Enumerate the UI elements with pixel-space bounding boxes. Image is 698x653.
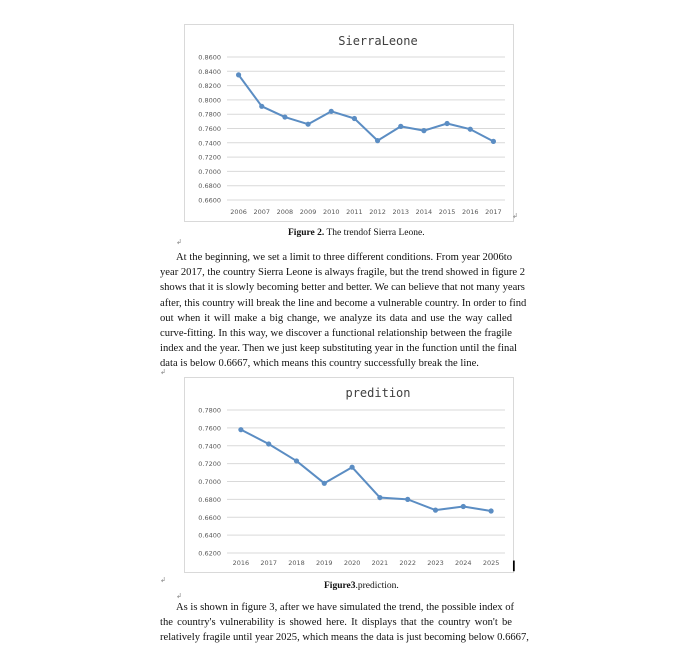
y-tick-label: 0.6600	[198, 513, 221, 522]
chart-title: SierraLeone	[338, 34, 418, 48]
x-tick-label: 2019	[316, 559, 333, 567]
paragraph-line: out when it will make a big change, we analyze its data and use the way called	[160, 312, 512, 324]
figure3-label: Figure3	[324, 581, 356, 591]
paragraph-mark: ↲	[176, 238, 182, 246]
x-tick-label: 2023	[427, 559, 444, 567]
data-point	[282, 114, 287, 119]
x-tick-label: 2016	[232, 559, 250, 567]
data-point	[377, 495, 382, 500]
y-tick-label: 0.7400	[198, 139, 221, 148]
y-tick-label: 0.7200	[198, 153, 221, 162]
data-point	[421, 128, 426, 133]
x-tick-label: 2016	[461, 208, 479, 216]
paragraph-mark: ↲	[160, 368, 166, 376]
data-point	[259, 104, 264, 109]
paragraph-line: At the beginning, we set a limit to three different conditions. From year 2006to	[176, 252, 512, 263]
y-tick-label: 0.7800	[198, 406, 221, 415]
paragraph-line: after, this country will break the line and become a vulnerable country. In order to find	[160, 297, 527, 309]
paragraph-line: As is shown in figure 3, after we have simulated the trend, the possible index of	[176, 602, 515, 613]
data-point	[236, 72, 241, 77]
data-point	[489, 508, 494, 513]
data-point	[352, 116, 357, 121]
figure3-text: .prediction.	[355, 581, 399, 591]
x-tick-label: 2017	[260, 559, 277, 567]
paragraph-mark: ↲	[512, 212, 518, 220]
data-point	[322, 481, 327, 486]
chart-title: predition	[345, 386, 411, 400]
chart-prediction-svg	[185, 378, 513, 572]
y-tick-label: 0.6800	[198, 182, 221, 191]
y-tick-label: 0.6800	[198, 495, 221, 504]
y-tick-label: 0.7000	[198, 478, 221, 486]
paragraph-line: curve-fitting. In this way, we discover a functional relationship between the fragile	[160, 328, 512, 340]
y-tick-label: 0.8200	[198, 82, 221, 91]
x-tick-label: 2011	[346, 208, 363, 216]
x-tick-label: 2013	[392, 208, 410, 216]
y-tick-label: 0.8600	[198, 53, 221, 62]
data-point	[329, 109, 334, 114]
y-tick-label: 0.8400	[198, 67, 221, 76]
paragraph-mark: ↲	[176, 592, 182, 600]
x-tick-label: 2018	[288, 559, 305, 567]
x-tick-label: 2021	[371, 559, 389, 567]
x-tick-label: 2015	[438, 208, 456, 216]
y-tick-label: 0.7200	[198, 460, 221, 469]
y-tick-label: 0.8000	[198, 96, 221, 105]
data-point	[461, 504, 466, 509]
series-line	[241, 430, 491, 511]
paragraph-2	[160, 600, 529, 646]
x-tick-label: 2022	[399, 559, 416, 567]
x-tick-label: 2006	[230, 208, 247, 216]
y-tick-label: 0.6200	[198, 549, 221, 558]
x-tick-label: 2017	[485, 208, 502, 216]
data-point	[405, 497, 410, 502]
figure2-caption	[288, 228, 425, 238]
figure3-caption	[324, 581, 399, 591]
x-tick-label: 2010	[322, 208, 340, 216]
series-line	[239, 75, 494, 141]
y-tick-label: 0.7400	[198, 442, 221, 451]
x-tick-label: 2014	[415, 208, 433, 216]
y-tick-label: 0.7600	[198, 424, 221, 433]
chart-sierra-leone	[184, 24, 514, 222]
y-tick-label: 0.6600	[198, 196, 221, 205]
paragraph-line: data is below 0.6667, which means this country successfully break the line.	[160, 358, 479, 370]
y-tick-label: 0.7800	[198, 110, 221, 119]
data-point	[238, 427, 243, 432]
data-point	[266, 441, 271, 446]
paragraph-line: year 2017, the country Sierra Leone is always fragile, but the trend showed in figure 2	[160, 267, 526, 279]
data-point	[433, 508, 438, 513]
x-tick-label: 2008	[276, 208, 294, 216]
x-tick-label: 2012	[369, 208, 386, 216]
y-tick-label: 0.7000	[198, 167, 221, 176]
chart-sierra-leone-svg	[185, 25, 513, 221]
paragraph-line: relatively fragile until year 2025, which means the data is just becoming below 0.6667,	[160, 632, 529, 644]
data-point	[491, 139, 496, 144]
data-point	[375, 138, 380, 143]
figure2-text: The trendof Sierra Leone.	[324, 228, 425, 238]
data-point	[468, 127, 473, 132]
chart-prediction	[184, 377, 514, 573]
x-tick-label: 2007	[253, 208, 271, 216]
x-tick-label: 2025	[482, 559, 500, 567]
x-tick-label: 2020	[343, 559, 361, 567]
paragraph-line: shows that it is slowly becoming better and better. We can believe that not many years	[160, 282, 525, 294]
paragraph-mark: ▎	[513, 562, 520, 572]
data-point	[444, 121, 449, 126]
paragraph-mark: ↲	[160, 576, 166, 584]
paragraph-1	[160, 250, 527, 372]
paragraph-line: index and the year. Then we just keep substituting year in the function until the final	[160, 343, 517, 355]
paragraph-line: the country's vulnerability is showed here. It displays that the country won't be	[160, 617, 512, 629]
figure2-label: Figure 2.	[288, 228, 325, 238]
data-point	[398, 124, 403, 129]
data-point	[294, 458, 299, 463]
data-point	[350, 465, 355, 470]
x-tick-label: 2024	[455, 559, 472, 567]
y-tick-label: 0.7600	[198, 125, 221, 133]
y-tick-label: 0.6400	[198, 531, 221, 540]
x-tick-label: 2009	[299, 208, 317, 216]
data-point	[305, 122, 310, 127]
